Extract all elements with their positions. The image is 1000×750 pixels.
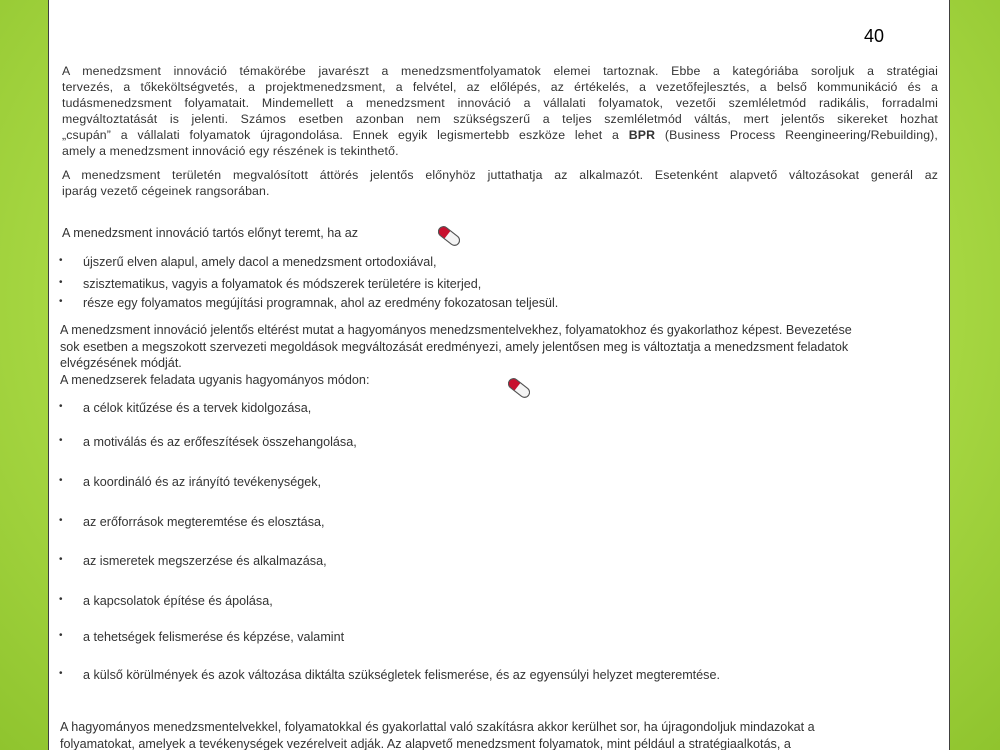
paragraph-line: A menedzsment innováció jelentős eltérést mutat a hagyományos menedzsmentelvekhez, folyamatokhoz és gyakorlathoz képest. Bevezetése bbox=[60, 323, 852, 337]
list-item-text: része egy folyamatos megújítási programnak, ahol az eredmény fokozatosan teljesül. bbox=[83, 296, 559, 310]
bullet: • bbox=[59, 630, 63, 641]
text-fragment: (Business Process Reengineering/Rebuilding), bbox=[655, 128, 938, 142]
list-item-text: a külső körülmények és azok változása diktálta szükségletek felismerése, és az egyensúlyi helyzet megteremtése. bbox=[83, 668, 720, 682]
paragraph-line: A menedzsment területén megvalósított áttörés jelentős előnyhöz juttathatja az alkalmazót. Esetenként alapvető változásokat generál az bbox=[62, 168, 938, 182]
bullet: • bbox=[59, 475, 63, 486]
paragraph-line: amely a menedzsment innováció egy részének is tekinthető. bbox=[62, 144, 399, 158]
paragraph-line: A menedzsment innováció témakörébe javarészt a menedzsmentfolyamatok elemei tartoznak. Ebbe a kategóriába soroljuk a stratégiai bbox=[62, 64, 938, 78]
paragraph-line: sok esetben a megszokott szervezeti megoldások megváltozását eredményezi, amely jelentősen meg is változtatja a menedzsment feladatok bbox=[60, 339, 849, 354]
paragraph-attores bbox=[62, 167, 938, 199]
bullet: • bbox=[59, 296, 63, 307]
bullet: • bbox=[59, 401, 63, 412]
bullet: • bbox=[59, 594, 63, 605]
list-intro-tartos-elony: A menedzsment innováció tartós előnyt teremt, ha az bbox=[62, 226, 359, 240]
bullet: • bbox=[59, 554, 63, 565]
paragraph-line: tudásmenedzsment folyamatait. Mindemellett a menedzsment innováció a vállalati folyamatok, vezetői szemléletmód radikális, forradalmi bbox=[62, 96, 938, 110]
list-item-text: újszerű elven alapul, amely dacol a menedzsment ortodoxiával, bbox=[83, 255, 437, 269]
paragraph-line-bpr bbox=[62, 127, 938, 143]
list-item-text: a kapcsolatok építése és ápolása, bbox=[83, 594, 273, 608]
list-item-text: a motiválás és az erőfeszítések összehangolása, bbox=[83, 435, 357, 449]
pill-capsule-icon bbox=[435, 224, 463, 248]
bullet: • bbox=[59, 435, 63, 446]
document-page bbox=[48, 0, 950, 750]
bullet: • bbox=[59, 515, 63, 526]
paragraph-line: iparág vezető cégeinek rangsorában. bbox=[62, 184, 270, 198]
paragraph-szakitas bbox=[60, 719, 942, 750]
pill-capsule-icon bbox=[505, 376, 533, 400]
list-item-text: az ismeretek megszerzése és alkalmazása, bbox=[83, 554, 327, 568]
paragraph-line: elvégzésének módját. bbox=[60, 356, 182, 370]
page-number: 40 bbox=[864, 26, 885, 46]
paragraph-line: tervezés, a tőkeköltségvetés, a projektmenedzsment, a felvétel, az előlépés, az értékelés, a vezetőfejlesztés, a belső kommunikáció és a bbox=[62, 80, 938, 94]
list-item-text: a koordináló és az irányító tevékenységek, bbox=[83, 475, 322, 489]
paragraph-line: megváltoztatását is jelenti. Számos esetben azonban nem szükségszerű a teljes szemléletmód váltás, mert jelentős sikereket hozhat bbox=[62, 112, 938, 126]
list-item-text: az erőforrások megteremtése és elosztása, bbox=[83, 515, 325, 529]
list-item-text: a célok kitűzése és a tervek kidolgozása, bbox=[83, 401, 312, 415]
list-item-text: a tehetségek felismerése és képzése, valamint bbox=[83, 630, 345, 644]
bullet: • bbox=[59, 277, 63, 288]
list-intro-menedzserek-feladata: A menedzserek feladata ugyanis hagyományos módon: bbox=[60, 372, 370, 387]
paragraph-line: A hagyományos menedzsmentelvekkel, folyamatokkal és gyakorlattal való szakításra akkor kerülhet sor, ha újragondoljuk mindazokat a bbox=[60, 720, 815, 734]
list-item-text: szisztematikus, vagyis a folyamatok és módszerek területére is kiterjed, bbox=[83, 277, 482, 291]
bullet: • bbox=[59, 255, 63, 266]
bullet: • bbox=[59, 668, 63, 679]
paragraph-line: folyamatokat, amelyek a tevékenységek vezérelveit adják. Az alapvető menedzsment folyamatok, mint például a stratégiaalkotás, a bbox=[60, 736, 791, 750]
text-fragment: „csupán” a vállalati folyamatok újragondolása. Ennek egyik legismertebb eszköze lehet a bbox=[62, 128, 629, 142]
bpr-abbreviation: BPR bbox=[628, 128, 656, 142]
paragraph-elteres bbox=[60, 322, 942, 388]
paragraph-menedzsment-innovacio bbox=[62, 63, 938, 159]
